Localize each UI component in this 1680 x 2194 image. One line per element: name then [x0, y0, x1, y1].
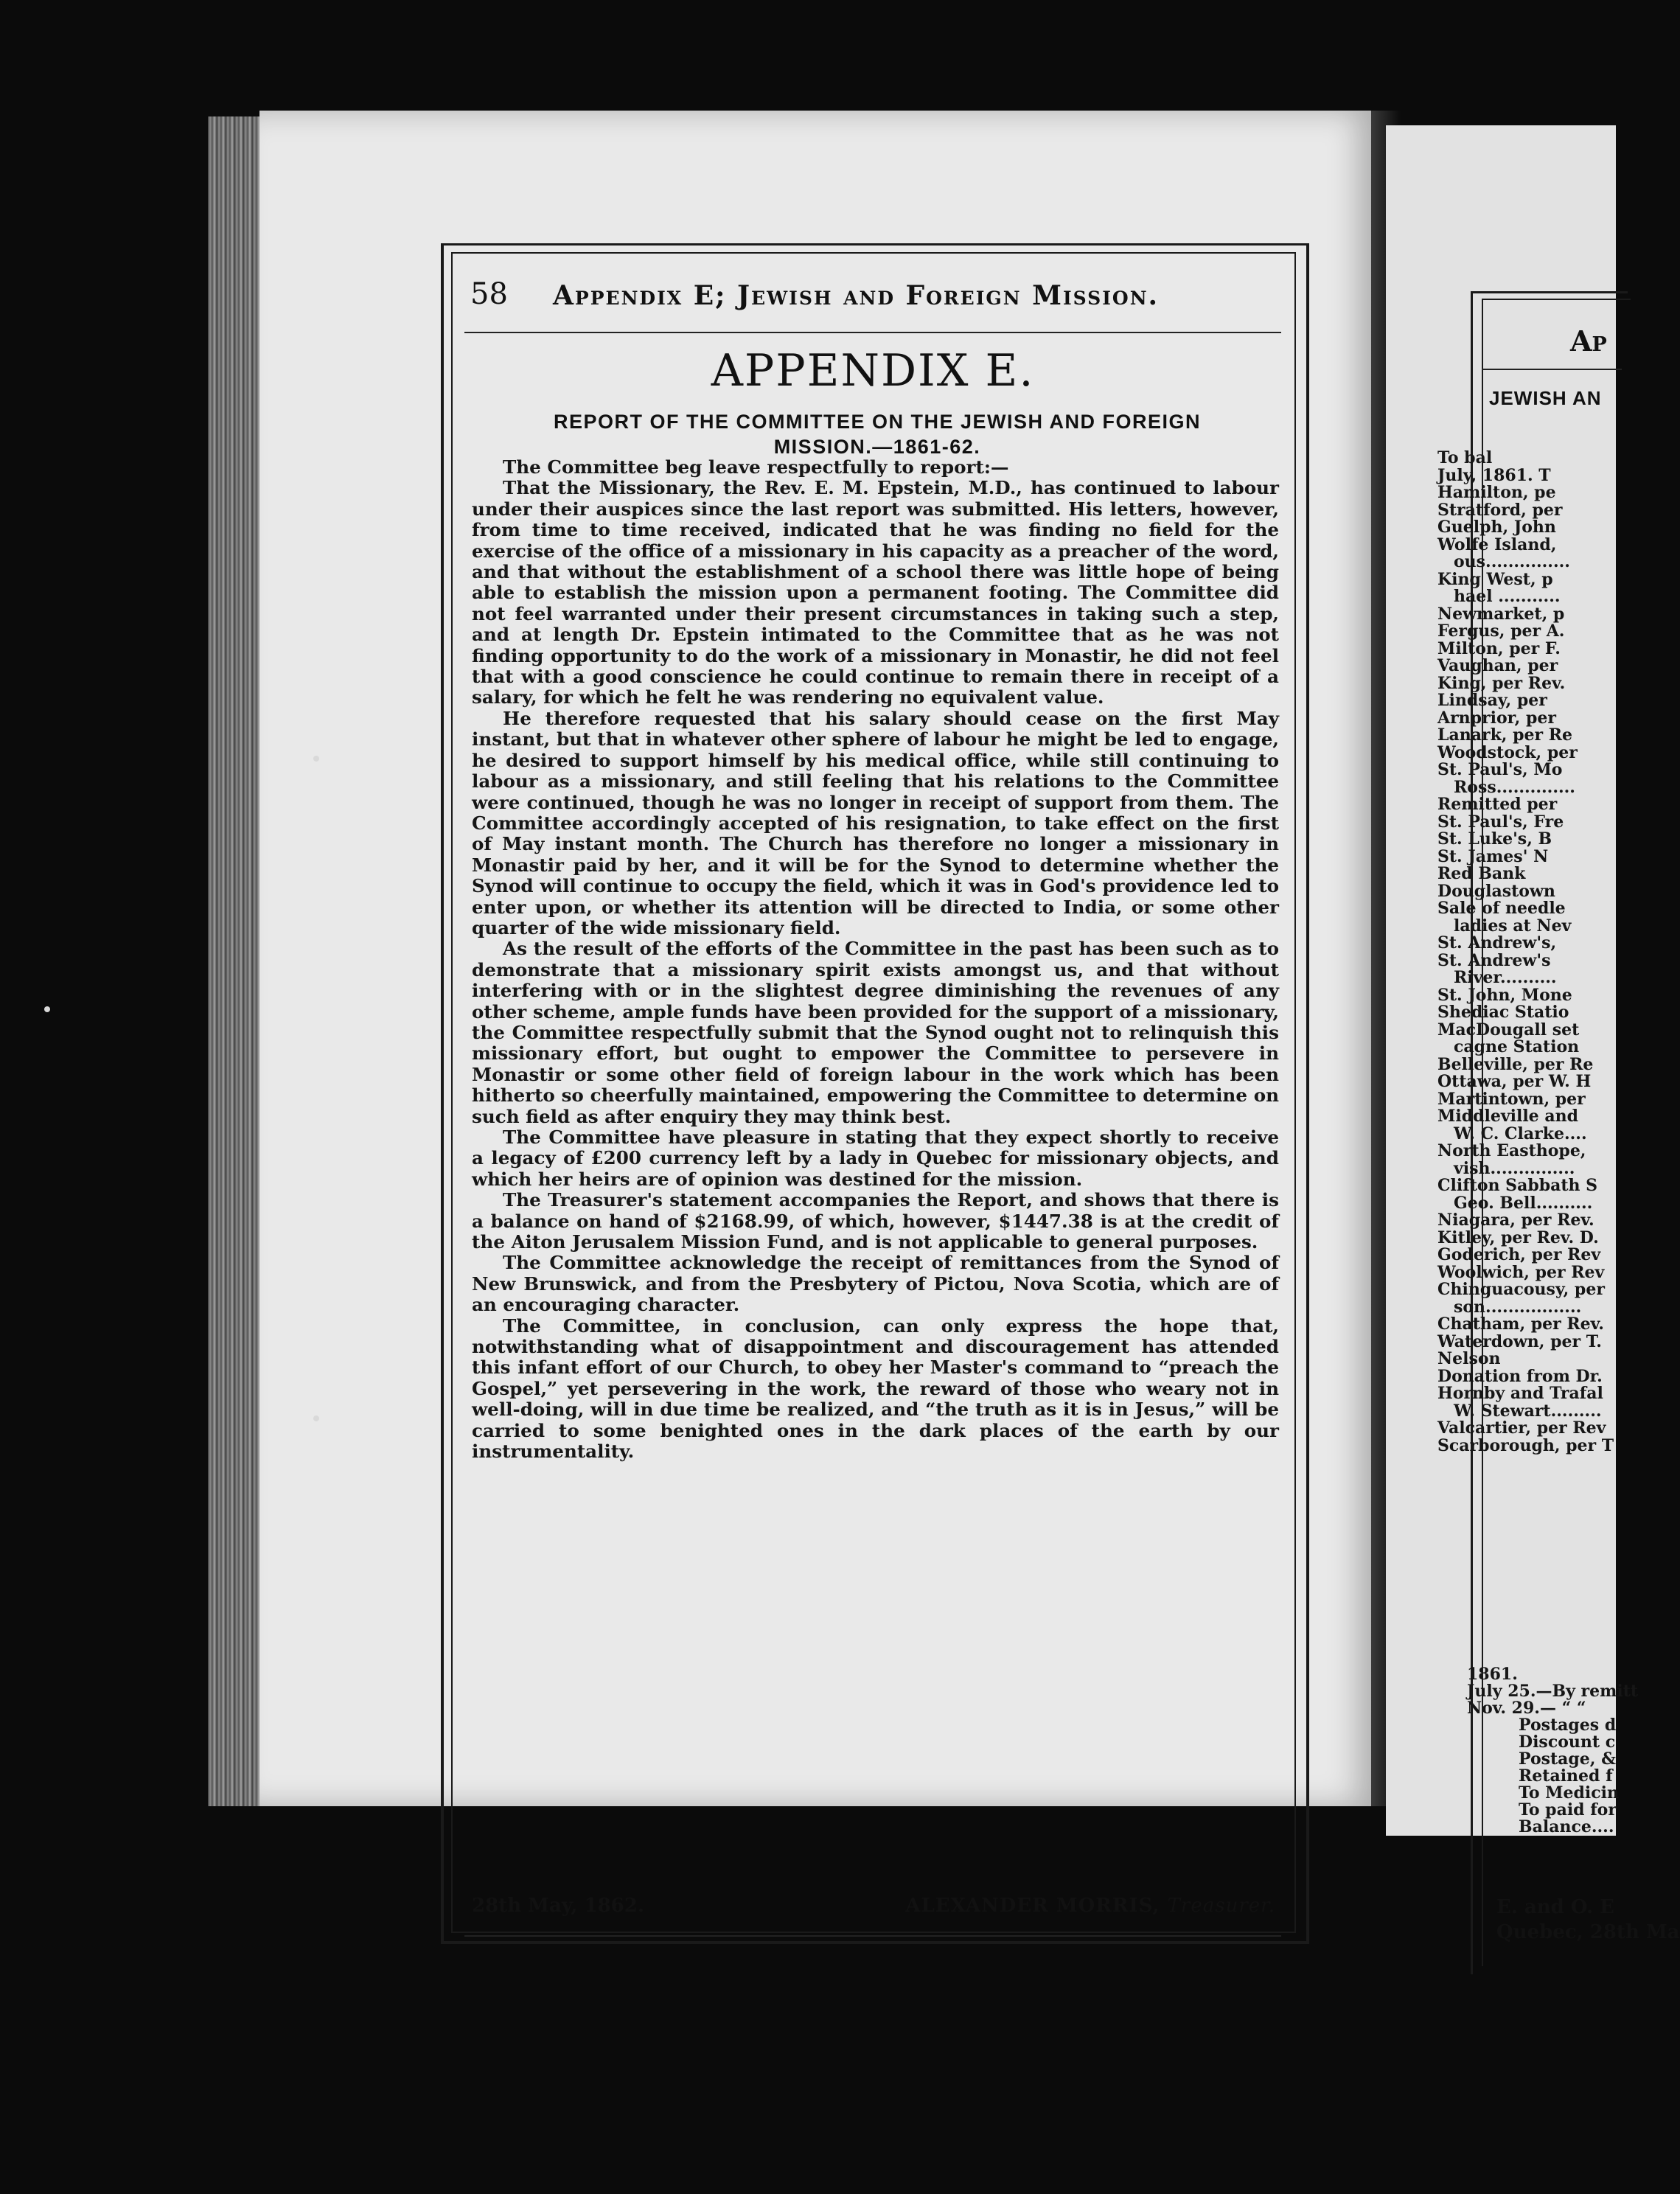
account-line: Newmarket, p [1437, 604, 1565, 624]
account-line: Guelph, John [1437, 518, 1556, 537]
account-line: vish............... [1454, 1158, 1575, 1178]
disbursement-line: Retained f [1519, 1766, 1613, 1786]
report-date: 28th May, 1862. [472, 1895, 644, 1917]
signer-role: Treasurer. [1167, 1895, 1275, 1917]
right-page-subheading: JEWISH AN [1489, 387, 1602, 409]
account-line: St. Luke's, B [1437, 829, 1552, 849]
account-line: Chinguacousy, per [1437, 1280, 1605, 1299]
right-page-heading: Ap [1570, 324, 1607, 358]
running-head [464, 273, 1281, 324]
page-number: 58 [470, 277, 508, 311]
account-line: St. Paul's, Mo [1437, 760, 1563, 779]
signer [905, 1895, 1275, 1917]
disbursement-line: Balance.... [1519, 1817, 1614, 1836]
account-line: Fergus, per A. [1437, 621, 1565, 641]
header-rule [464, 332, 1281, 333]
account-line: Waterdown, per T. [1437, 1331, 1602, 1351]
paragraph: As the result of the efforts of the Committee in the past has been such as to demonstrate that a missionary spirit exists amongst us, and that without interfering with or in the slightest degree diminishing the revenues of any other scheme, ample funds have been provided for the support of a missionary, the Committee respectfully submit that the Synod ought not to relinquish this missionary effort, but ought to empower the Committee to persevere in Monastir or some other field of foreign labour in the work which has been hitherto so cheerfully maintained, empowering the Committee to determine on such field as after enquiry they may think best. [472, 938, 1279, 1127]
disbursement-line: July 25.—By remitt [1467, 1682, 1639, 1701]
account-line: W. Stewart......... [1454, 1401, 1602, 1421]
disbursement-line: Postage, & [1519, 1749, 1616, 1769]
scan-speck [313, 1415, 319, 1421]
account-line: Hamilton, pe [1437, 483, 1556, 502]
account-line: Shediac Statio [1437, 1003, 1569, 1022]
account-line: Clifton Sabbath S [1437, 1176, 1598, 1195]
account-line: River.......... [1454, 968, 1557, 987]
account-line: King, per Rev. [1437, 673, 1566, 693]
disbursement-line: Postages d [1519, 1716, 1617, 1735]
account-line: Scarborough, per T [1437, 1435, 1614, 1455]
account-line: ous............... [1454, 552, 1570, 571]
account-line: Ross.............. [1454, 777, 1575, 797]
right-page-footer-line-1: E. and O. E [1496, 1896, 1614, 1918]
account-line: Arnprior, per [1437, 708, 1556, 728]
account-line: Donation from Dr. [1437, 1366, 1603, 1386]
account-line: Woodstock, per [1437, 742, 1578, 762]
account-line: Valcartier, per Rev [1437, 1418, 1606, 1438]
account-line: Goderich, per Rev [1437, 1245, 1601, 1264]
account-line: cagne Station [1454, 1037, 1580, 1056]
account-line: To bal [1437, 448, 1493, 467]
report-body [472, 457, 1279, 1463]
account-line: Remitted per [1437, 795, 1558, 814]
account-line: Lindsay, per [1437, 691, 1547, 710]
disbursement-line: To paid for [1519, 1800, 1617, 1819]
paragraph: He therefore requested that his salary should cease on the first May instant, but that in whatever other sphere of labour he might be led to engage, he desired to support himself by his medical office, while still continuing to labour as a missionary, and still feeling that his relations to the Committee were continued, though he was no longer in receipt of support from them. The Committee accordingly accepted of his resignation, to take effect on the first of May instant month. The Church has therefore no longer a missionary in Monastir paid by her, and it will be for the Synod to determine whether the Synod will continue to occupy the field, which it was in God's providence led to enter upon, or whether its attention will be directed to India, or some other quarter of the wide missionary field. [472, 707, 1279, 938]
account-line: ladies at Nev [1454, 916, 1572, 936]
account-line: Martintown, per [1437, 1089, 1586, 1109]
scan-speck [44, 1006, 50, 1012]
report-title-line-2: MISSION.—1861-62. [773, 436, 981, 458]
paragraph: The Committee beg leave respectfully to report:— [503, 456, 1009, 478]
account-line: St. Andrew's [1437, 950, 1551, 970]
account-line: North Easthope, [1437, 1141, 1586, 1160]
signer-name: ALEXANDER MORRIS, [905, 1895, 1160, 1917]
account-line: Middleville and [1437, 1107, 1578, 1126]
account-line: Douglastown [1437, 881, 1555, 901]
running-title: Appendix E; Jewish and Foreign Mission. [553, 280, 1160, 311]
account-line: Stratford, per [1437, 500, 1563, 520]
paragraph: The Committee, in conclusion, can only express the hope that, notwithstanding what of disappointment and discouragement has attended this infant effort of our Church, to obey her Master's command to “preach the Gospel,” yet persevering in the work, the reward of those who weary not in well-doing, will in due time be realized, and “the truth as it is in Jesus,” will be carried to some benighted ones in the dark places of the earth by our instrumentality. [472, 1314, 1279, 1463]
account-line: hael ........... [1454, 587, 1561, 606]
right-page-rule [1482, 369, 1622, 370]
account-line: Vaughan, per [1437, 656, 1558, 675]
account-line: St. Paul's, Fre [1437, 812, 1564, 832]
book-page-edges [208, 116, 267, 1806]
account-line: St. Andrew's, [1437, 933, 1557, 953]
disbursement-line: Discount c [1519, 1732, 1616, 1752]
account-line: King West, p [1437, 569, 1553, 589]
paragraph: The Committee have pleasure in stating that they expect shortly to receive a legacy of £200 currency left by a lady in Quebec for missionary objects, and which her heirs are of opinion was destined for the mission. [472, 1126, 1279, 1190]
account-line: W. C. Clarke.... [1454, 1124, 1587, 1143]
signature-line [472, 1895, 1275, 1924]
account-line: July, 1861. T [1437, 465, 1551, 485]
paragraph: The Treasurer's statement accompanies the Report, and shows that there is a balance on hand of $2168.99, of which, however, $1447.38 is at the credit of the Aiton Jerusalem Mission Fund, and is not applicable to general purposes. [472, 1189, 1279, 1253]
right-page-disbursements [1467, 1665, 1639, 1836]
account-line: Ottawa, per W. H [1437, 1072, 1592, 1091]
account-line: son................. [1454, 1297, 1582, 1317]
disbursement-line: 1861. [1467, 1665, 1518, 1684]
account-line: Nelson [1437, 1349, 1501, 1368]
right-page-footer-line-2: Quebec, 28th Ma [1496, 1921, 1680, 1943]
footer-rule [464, 1935, 1281, 1937]
account-line: Geo. Bell.......... [1454, 1193, 1593, 1213]
account-line: St. James' N [1437, 846, 1549, 866]
right-page-footer [1496, 1895, 1680, 1945]
account-line: Niagara, per Rev. [1437, 1211, 1594, 1230]
report-title-line-1: REPORT OF THE COMMITTEE ON THE JEWISH AND FOREIGN [553, 411, 1201, 433]
report-title [472, 409, 1283, 459]
account-line: Milton, per F. [1437, 638, 1561, 658]
scan-speck [313, 756, 319, 762]
account-line: St. John, Mone [1437, 985, 1572, 1005]
account-line: Belleville, per Re [1437, 1054, 1594, 1074]
paragraph: That the Missionary, the Rev. E. M. Epstein, M.D., has continued to labour under their auspices since the last report was submitted. His letters, however, from time to time received, indicated that he was finding no field for the exercise of the office of a missionary in his capacity as a preacher of the word, and that without the establishment of a school there was little hope of being able to establish the mission upon a permanent footing. The Committee did not feel warranted under their present circumstances in taking such a step, and at length Dr. Epstein intimated to the Committee that as he was not finding opportunity to do the work of a missionary in Monastir, he did not feel that with a good conscience he could continue to remain there in receipt of a salary, for which he felt he was rendering no equivalent value. [472, 477, 1279, 708]
disbursement-line: To Medicin [1519, 1783, 1620, 1803]
account-line: Red Bank [1437, 864, 1526, 883]
account-line: MacDougall set [1437, 1020, 1580, 1039]
account-line: Lanark, per Re [1437, 725, 1573, 745]
account-line: Wolfe Island, [1437, 534, 1557, 554]
account-line: Hornby and Trafal [1437, 1384, 1603, 1403]
account-line: Chatham, per Rev. [1437, 1314, 1604, 1334]
right-page-account-list [1437, 450, 1622, 1455]
disbursement-line: Nov. 29.— “ “ [1467, 1699, 1586, 1718]
paragraph: The Committee acknowledge the receipt of remittances from the Synod of New Brunswick, and from the Presbytery of Pictou, Nova Scotia, which are of an encouraging character. [472, 1252, 1279, 1316]
account-line: Woolwich, per Rev [1437, 1262, 1605, 1282]
account-line: Sale of needle [1437, 899, 1566, 918]
appendix-title: APPENDIX E. [711, 345, 1035, 397]
account-line: Kitley, per Rev. D. [1437, 1227, 1599, 1247]
